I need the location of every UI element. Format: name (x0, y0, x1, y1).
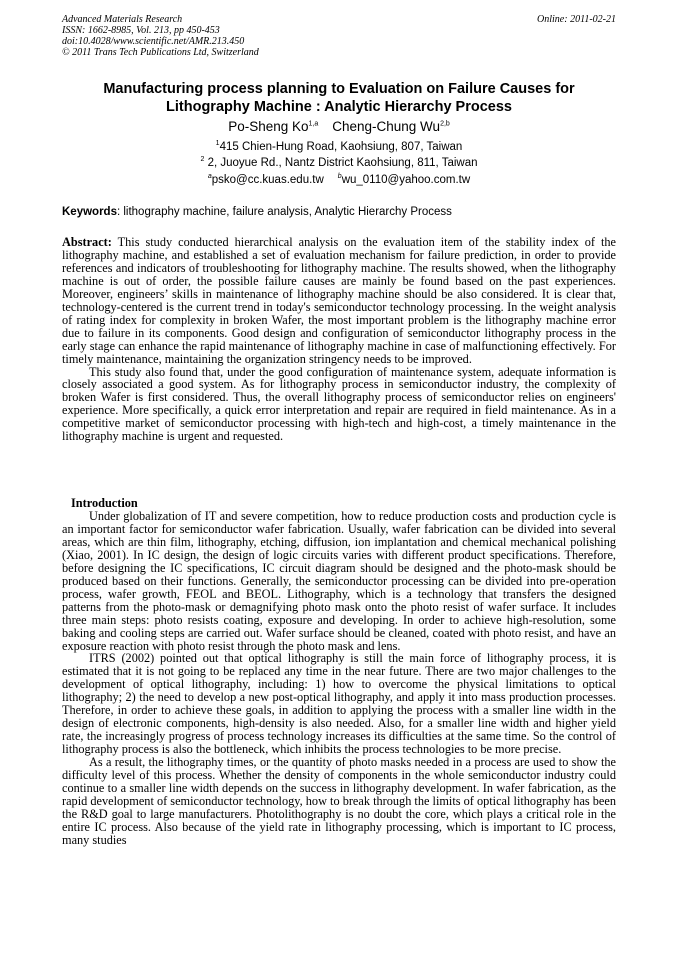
author-1-marker: 1,a (308, 120, 319, 128)
online-date: Online: 2011-02-21 (537, 14, 616, 25)
author-emails (62, 173, 616, 187)
journal-header (62, 14, 616, 58)
affiliation-2-text: 2, Juoyue Rd., Nantz District Kaohsiung, 811, Taiwan (207, 157, 478, 169)
paper-title (62, 80, 616, 116)
keywords-text: : lithography machine, failure analysis, Analytic Hierarchy Process (116, 206, 452, 218)
email-a-marker: a (207, 173, 212, 181)
intro-paragraph-3: As a result, the lithography times, or the quantity of photo masks needed in a process are used to show the difficulty level of this process. Whether the density of components in the whole semiconductor industry could continue to a smaller line width depends on the success in lithography development. In wafer fabrication, as the rapid development of semiconductor technology, how to break through the limits of optical lithography has been the R&D goal to large manufacturers. Photolithography is no doubt the core, which plays a critical role in the entire IC process. Also because of the yield rate in lithography processing, which is important to IC process, many studies (62, 755, 616, 847)
affiliation-1 (62, 140, 616, 154)
keywords (62, 205, 616, 219)
title-line-1: Manufacturing process planning to Evaluation on Failure Causes for (103, 81, 575, 97)
title-line-2: Lithography Machine : Analytic Hierarchy Process (166, 99, 512, 115)
author-2-marker: 2,b (440, 120, 450, 128)
author-2: Cheng-Chung Wu (332, 119, 441, 134)
email-b[interactable]: wu_0110@yahoo.com.tw (341, 174, 471, 186)
abstract-paragraph-2: This study also found that, under the good configuration of maintenance system, adequate information is closely associated a good system. As for lithography process in semiconductor industry, the complexity of broken Wafer is first considered. Thus, the overall lithography process of semiconductor relies on engineers' experience. More specifically, a quick error interpretation and repair are required in field maintenance. As in a competitive market of semiconductor processing with high-tech and high-cost, a timely maintenance in the lithography machine is urgent and requested. (62, 364, 616, 444)
doi-line: doi:10.4028/www.scientific.net/AMR.213.450 (62, 36, 245, 47)
author-list (62, 118, 616, 135)
affiliation-1-marker: 1 (215, 140, 220, 148)
abstract-paragraph-1 (62, 236, 616, 366)
copyright-line: © 2011 Trans Tech Publications Ltd, Switzerland (62, 47, 259, 58)
journal-name: Advanced Materials Research (62, 14, 183, 25)
abstract-text-1: This study conducted hierarchical analysis on the evaluation item of the stability index of the lithography machine, and established a set of evaluation mechanism for failure prediction, in order to provide references and indicators of troubleshooting for lithography machine. The results showed, when the lithography machine is out of order, the possible failure causes are mainly be found based on the past experiences. Moreover, engineers’ skills in maintenance of lithography machine should be also considered. It is clear that, technology-centered is the current trend in today's semiconductor technology processing. In the weight analysis of rating index for complexity in broken Wafer, the most important problem is the lithography machine error due to failure in its components. Good design and configuration of semiconductor lithography process in the early stage can enhance the rapid maintenance of lithography machine in case of malfunctioning effectively. For timely maintenance, maintaining the organization stringency needs to be improved. (62, 235, 616, 366)
intro-paragraph-2: ITRS (2002) pointed out that optical lithography is still the main force of lithography process, it is estimated that it is not going to be replaced any time in the near future. There are two major challenges to the development of optical lithography, including: 1) how to overcome the physical limitations to optical lithography; 2) the need to develop a new post-optical lithography, and apply it into mass production processes. Therefore, in order to achieve these goals, in addition to applying the process with a smaller line width in the design of electronic components, high-density is also needed. Also, for a smaller line width and higher yield rate, the increasingly progress of process technology increases its difficulties at the same time. So the control of lithography process is also the bottleneck, which inhibits the process technologies to be more precise. (62, 651, 616, 757)
introduction-heading: Introduction (71, 496, 138, 510)
affiliation-2 (62, 156, 616, 170)
intro-paragraph-1: Under globalization of IT and severe competition, how to reduce production costs and production cycle is an important factor for semiconductor wafer fabrication. Usually, wafer fabrication can be divided into several areas, which are thin film, lithography, etching, diffusion, ion implantation and chemical mechanical polishing (Xiao, 2001). In IC design, the design of logic circuits varies with different product specifications. Therefore, before designing the IC specifications, IC circuit diagram should be designed and the photo-mask should be produced based on their functions. Generally, the semiconductor processing can be divided into pre-operation process, wafer growth, FEOL and BEOL. Lithography, which is a technology that transfers the designed patterns from the photo-mask or demagnifying photo mask onto the photo resist of wafer surface. It includes three main steps: photo resists coating, exposure and developing. In order to achieve high-resolution, some baking and cooling steps are carried out. Wafer surface should be cleaned, coated with photo resist, and have an exposure reaction with photo resist through the photo mask and lens. (62, 509, 616, 653)
email-b-marker: b (337, 173, 342, 181)
affiliation-2-marker: 2 (200, 156, 205, 164)
affiliation-1-text: 415 Chien-Hung Road, Kaohsiung, 807, Taiwan (219, 141, 463, 153)
issn-line: ISSN: 1662-8985, Vol. 213, pp 450-453 (62, 25, 220, 36)
introduction-body (62, 510, 616, 847)
keywords-label: Keywords (62, 206, 117, 218)
author-1: Po-Sheng Ko (228, 119, 309, 134)
abstract-label: Abstract: (62, 235, 112, 249)
abstract (62, 236, 616, 443)
email-a[interactable]: psko@cc.kuas.edu.tw (211, 174, 324, 186)
